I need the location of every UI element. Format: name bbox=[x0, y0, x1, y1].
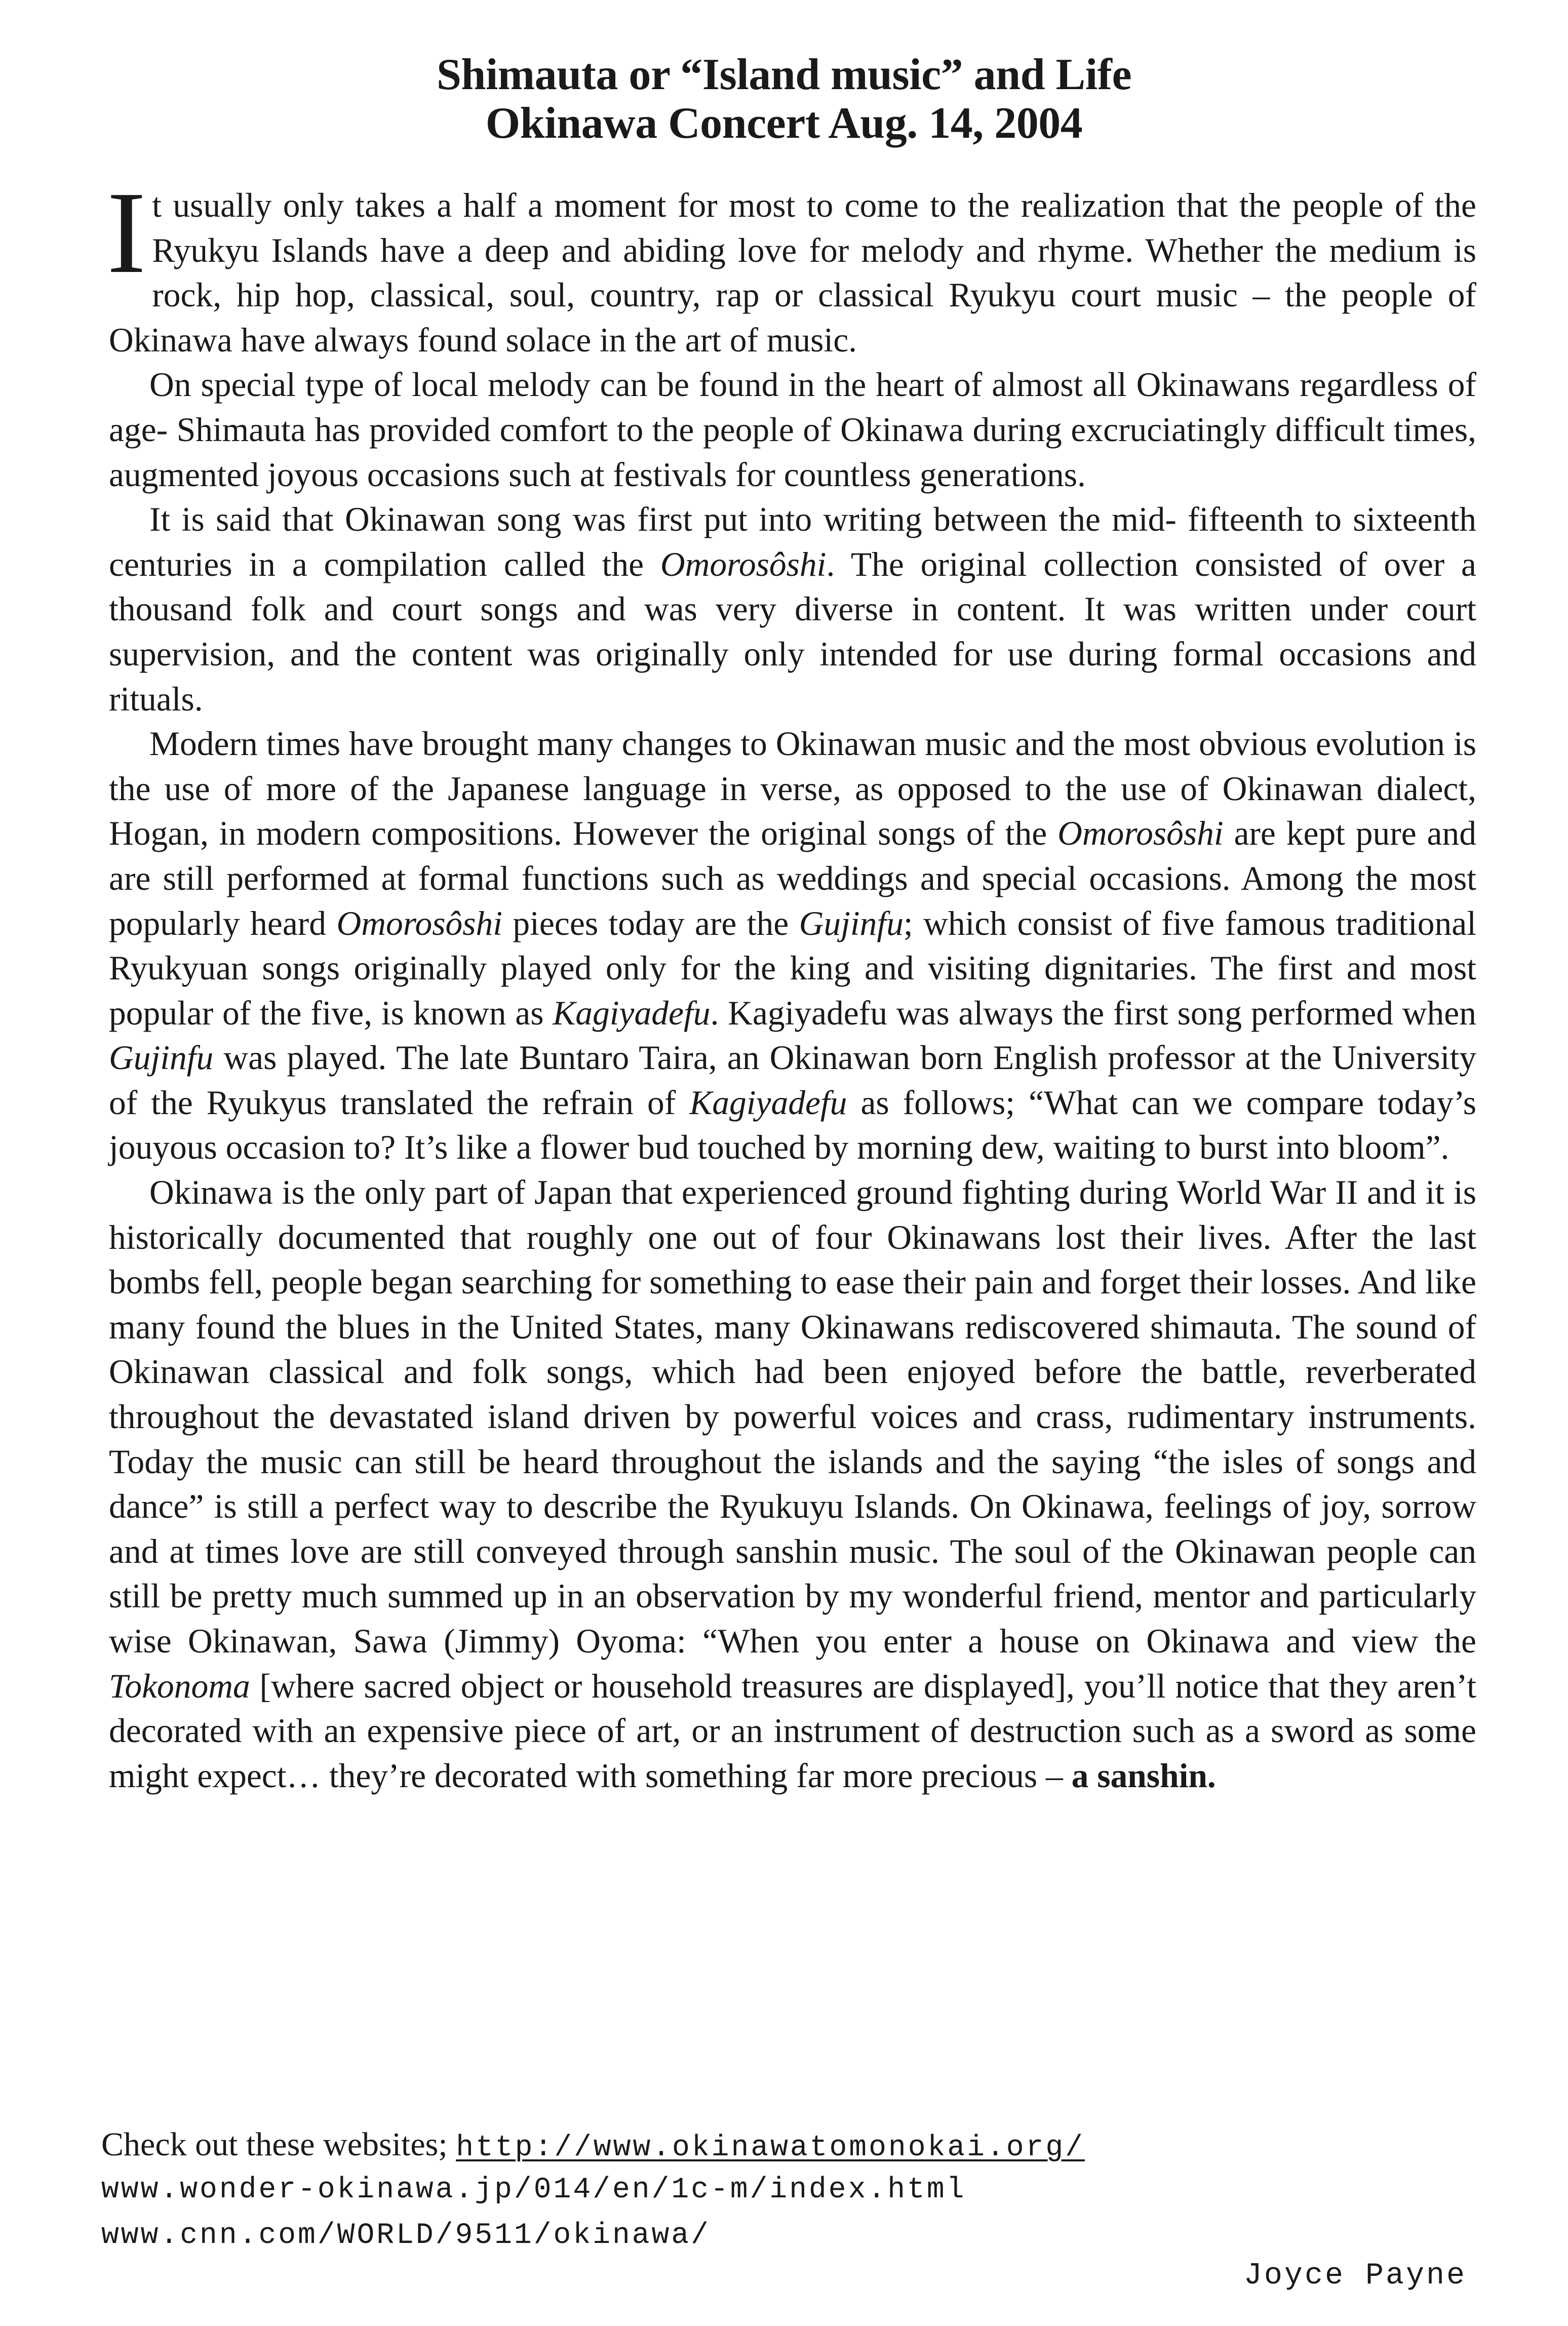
text-run: are kept pure and are still performed at formal functions such as weddings and special occasions. Among the most popularly heard bbox=[109, 814, 1476, 942]
author-signature: Joyce Payne bbox=[1243, 2259, 1467, 2293]
paragraph-3 bbox=[109, 497, 1476, 722]
text-run: as follows; “What can we compare today’s jouyous occasion to? It’s like a flower bud touched by morning dew, waiting to burst into bloom”. bbox=[109, 1083, 1477, 1167]
text-run: [where sacred object or household treasures are displayed], you’ll notice that they aren’t decorated with an expensive piece of art, or an instrument of destruction such as a sword as some might expect… they’re decorated with something far more precious – bbox=[109, 1667, 1476, 1795]
paragraph-2: On special type of local melody can be found in the heart of almost all Okinawans regardless of age- Shimauta has provided comfort to the people of Okinawa during excruciatingly difficult times, augmented joyous occasions such at festivals for countless generations. bbox=[109, 366, 1476, 494]
paragraph-1-text: t usually only takes a half a moment for most to come to the realization that the people of the Ryukyu Islands have a deep and abiding love for melody and rhyme. Whether the medium is rock, hip hop, classical, soul, country, rap or classical Ryukyu court music – the people of Okinawa have always found solace in the art of music. bbox=[109, 186, 1476, 359]
text-run: ; which consist of five famous traditional Ryukyuan songs originally played only for the king and visiting dignitaries. The first and most popular of the five, is known as bbox=[109, 904, 1476, 1032]
italic-term: Gujinfu bbox=[799, 904, 904, 942]
text-run: was played. The late Buntaro Taira, an Okinawan born English professor at the University of the Ryukyus translated the refrain of bbox=[109, 1039, 1476, 1122]
websites-section bbox=[101, 2122, 1469, 2259]
text-run: Okinawa is the only part of Japan that experienced ground fighting during World War II and it is historically documented that roughly one out of four Okinawans lost their lives. After the last bombs fell, people began searching for something to ease their pain and forget their losses. And like many found the blues in the United States, many Okinawans rediscovered shimauta. The sound of Okinawan classical and folk songs, which had been enjoyed before the battle, reverberated throughout the devastated island driven by powerful voices and crass, rudimentary instruments. Today the music can still be heard throughout the islands and the saying “the isles of songs and dance” is still a perfect way to describe the Ryukuyu Islands. On Okinawa, feelings of joy, sorrow and at times love are still conveyed through sanshin music. The soul of the Okinawan people can still be pretty much summed up in an observation by my wonderful friend, mentor and particularly wise Okinawan, Sawa (Jimmy) Oyoma: “When you enter a house on Okinawa and view the bbox=[109, 1173, 1476, 1660]
websites-label: Check out these websites; bbox=[101, 2126, 456, 2163]
italic-term: Kagiyadefu bbox=[553, 994, 711, 1032]
websites-line-1 bbox=[101, 2122, 1469, 2167]
text-run: It is said that Okinawan song was first put into writing between the mid- fifteenth to sixteenth centuries in a compilation called the bbox=[109, 500, 1476, 583]
italic-term: Omorosôshi bbox=[336, 904, 502, 942]
italic-term: Kagiyadefu bbox=[689, 1083, 847, 1122]
article-body bbox=[107, 168, 1477, 1798]
text-run: . Kagiyadefu was always the first song performed when bbox=[710, 994, 1476, 1032]
page-subtitle: Okinawa Concert Aug. 14, 2004 bbox=[485, 99, 1083, 148]
italic-term: Tokonoma bbox=[109, 1667, 250, 1705]
title-block bbox=[0, 51, 1568, 148]
text-run: . The original collection consisted of over a thousand folk and court songs and was very diverse in content. It was written under court supervision, and the content was originally only intended for use during formal occasions and rituals. bbox=[109, 545, 1477, 718]
italic-term: Omorosôshi bbox=[660, 545, 827, 583]
paragraph-5 bbox=[109, 1170, 1476, 1798]
drop-cap: I bbox=[107, 168, 146, 298]
paragraph-4 bbox=[109, 722, 1476, 1170]
italic-term: Omorosôshi bbox=[1057, 814, 1224, 853]
text-run: Modern times have brought many changes to Okinawan music and the most obvious evolution is the use of more of the Japanese language in verse, as opposed to the use of Okinawan dialect, Hogan, in modern compositions. However the original songs of the bbox=[109, 725, 1476, 853]
website-link-3[interactable]: www.cnn.com/WORLD/9511/okinawa/ bbox=[101, 2219, 711, 2252]
website-link-1[interactable]: http://www.okinawatomonokai.org/ bbox=[456, 2132, 1085, 2164]
page-title: Shimauta or “Island music” and Life bbox=[436, 50, 1132, 99]
italic-term: Gujinfu bbox=[109, 1039, 214, 1077]
paragraph-1 bbox=[107, 168, 1476, 363]
text-run: pieces today are the bbox=[502, 904, 799, 942]
website-link-2[interactable]: www.wonder-okinawa.jp/014/en/1c-m/index.html bbox=[101, 2174, 966, 2206]
bold-term: a sanshin. bbox=[1071, 1756, 1216, 1795]
